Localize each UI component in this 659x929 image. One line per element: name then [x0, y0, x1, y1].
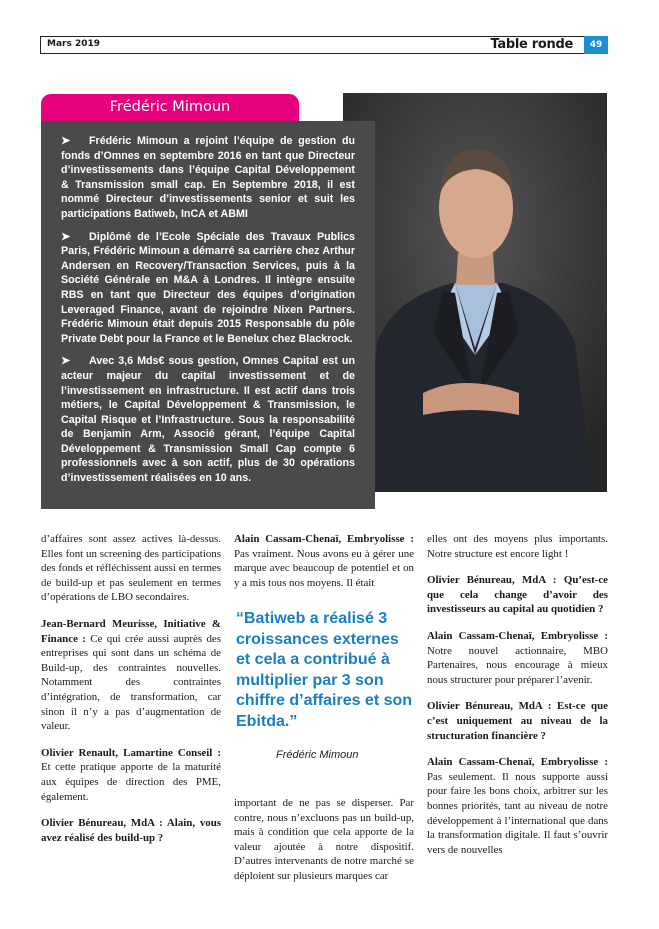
profile-bio-box — [41, 121, 375, 509]
profile-name-banner: Frédéric Mimoun — [41, 94, 299, 121]
article-paragraph: important de ne pas se disperser. Par contre, nous n’excluons pas un build-up, mais à condition que cela apporte de la valeur ajoutée à notre dispositif. D’autres intervenants de notre marché se déploient sur plusieurs marques car — [234, 797, 414, 882]
speaker-name: Jean-Bernard Meurisse, Initiative & Finance : — [41, 617, 221, 645]
arrow-bullet-icon: ➤ — [61, 230, 71, 243]
article-paragraph: elles ont des moyens plus importants. Notre structure est encore light ! — [427, 533, 608, 560]
article-paragraph: d’affaires sont assez actives là-dessus. Elles font un screening des participations des fonds et réfléchissent aussi en termes de build-up et pas seulement en termes d’opérations de LBO secondaires. — [41, 533, 221, 604]
section-title: Table ronde — [490, 37, 573, 52]
article-paragraph: Alain Cassam-Chenaï, Embryolisse : Notre nouvel actionnaire, MBO Partenaires, nous encourage à mieux nous structurer pour préparer l’avenir. — [427, 629, 608, 686]
speaker-name: Alain Cassam-Chenaï, Embryolisse : — [427, 756, 608, 769]
article-column-1 — [41, 532, 221, 857]
article-column-2 — [234, 532, 414, 602]
article-paragraph: Alain Cassam-Chenaï, Embryolisse : Pas seulement. Il nous supporte aussi pour faire les bons choix, arbitrer sur les bonnes priorités, tant au niveau de notre développement à l’international que dans la transformation digitale. Il faut s’ouvrir vers de nouvelles — [427, 756, 608, 856]
pull-quote-author: Frédéric Mimoun — [276, 749, 359, 761]
arrow-bullet-icon: ➤ — [61, 135, 71, 147]
article-paragraph: Olivier Renault, Lamartine Conseil : Et cette pratique apporte de la maturité aux équipes de direction des PME, également. — [41, 746, 221, 803]
speaker-name: Alain Cassam-Chenaï, Embryolisse : — [427, 629, 608, 642]
bio-paragraph: ➤ Frédéric Mimoun a rejoint l’équipe de gestion du fonds d’Omnes en septembre 2016 en tant que Directeur d’investissements dans l’équipe Capital Développement & Transmission small cap. En Septembre 2018, il est nommé Directeur d’investissements senior et suit les participations Batiweb, InCA et ABMI — [61, 135, 355, 220]
speaker-name: Olivier Renault, Lamartine Conseil : — [41, 746, 221, 759]
page-header — [40, 36, 608, 54]
bio-paragraph: ➤ Avec 3,6 Mds€ sous gestion, Omnes Capital est un acteur majeur du capital investissement et de l’investissement en infrastructure. Il est actif dans trois métiers, le Capital Développement & Transmission, le Capital Risque et l’Infrastructure. Sous la responsabilité de Benjamin Arm, Associé gérant, l’équipe Capital Développement & Transmission Small Cap compte 6 professionnels avec à son actif, plus de 30 opérations d’investissement réalisées en 10 ans. — [61, 355, 355, 485]
article-column-3 — [427, 532, 608, 869]
issue-date: Mars 2019 — [47, 39, 101, 49]
article-paragraph: Jean-Bernard Meurisse, Initiative & Finance : Ce qui crée aussi auprès des entreprises qui sont dans un schéma de Build-up, des contraintes nouvelles. Notamment des contraintes d’intégration, de transformation, car sinon il n’y a pas d’augmentation de valeur. — [41, 617, 221, 733]
portrait-photo-icon — [343, 93, 607, 492]
arrow-bullet-icon: ➤ — [61, 355, 71, 368]
bio-paragraph: ➤ Diplômé de l’Ecole Spéciale des Travaux Publics Paris, Frédéric Mimoun a démarré sa carrière chez Arthur Andersen en Recovery/Transaction Services, puis à la Société Générale en M&A à Londres. Il intègre ensuite RBS en tant que Directeur des équipes d’origination Leveraged Finance, avant de rejoindre Nixen Partners. Frédéric Mimoun était depuis 2015 Responsable du pôle Private Debt pour la France et le Benelux chez Blackrock. — [61, 230, 355, 345]
pull-quote: “Batiweb a réalisé 3 croissances externes et cela a contribué à multiplier par 3 son chiffre d’affaires et son Ebitda.” — [236, 610, 413, 730]
interview-question: Olivier Bénureau, MdA : Est-ce que c’est uniquement au niveau de la structuration financière ? — [427, 700, 608, 742]
article-paragraph: Alain Cassam-Chenaï, Embryolisse : Pas vraiment. Nous avons eu à gérer une marque avec beaucoup de potentiel et on y a mis tous nos moyens. Il était — [234, 533, 414, 589]
speaker-name: Alain Cassam-Chenaï, Embryolisse : — [234, 533, 414, 545]
portrait-photo — [343, 93, 607, 492]
interview-question: Olivier Bénureau, MdA : Qu’est-ce que cela change d’avoir des investisseurs au capital au quotidien ? — [427, 574, 608, 616]
page-number: 49 — [584, 36, 608, 54]
article-column-2-continued — [234, 796, 414, 896]
interview-question: Olivier Bénureau, MdA : Alain, vous avez réalisé des build-up ? — [41, 817, 221, 844]
